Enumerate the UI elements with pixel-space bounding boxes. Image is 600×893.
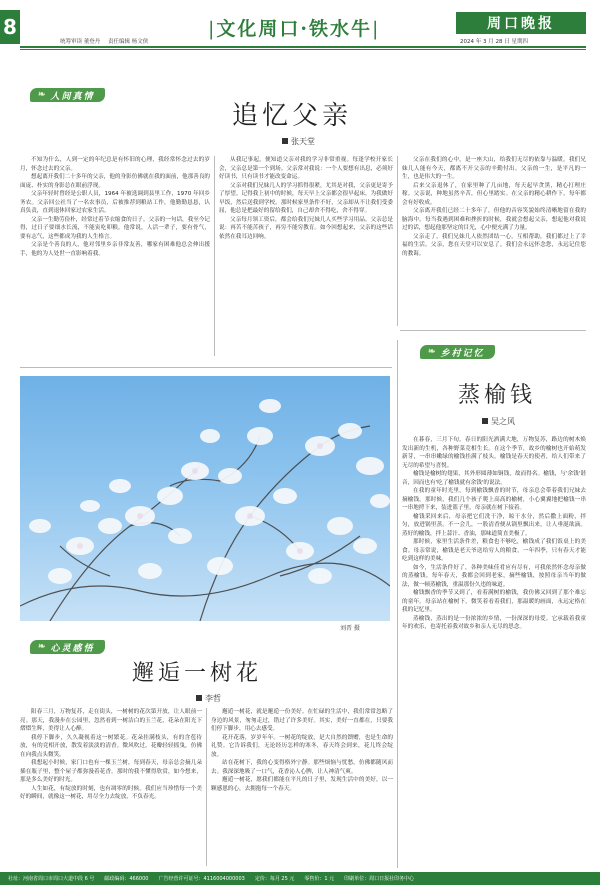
newspaper-logo: 周口晚报 — [456, 12, 586, 34]
masthead-rule — [20, 46, 586, 48]
article1-column-1: 不知为什么，人到一定的年纪总是有怀旧的心理，我经常怀念过去的岁月，怀念过去的父亲。 想起离开我们二十多年的父亲，他的身影仿佛就在我的面前，他那善良的面庞、朴实的身影总在眼前浮现。 父亲年轻时曾经是公职人员，1964 年被选调到县里工作，1970 年回乡务农。父亲回公社当了一名农事员，后被推荐到粮站工作，他勤勤恳恳，认真负责，直到退休回家过农家生活。 父亲一生勤劳俭朴，经常过着节衣缩食的日子。父亲的一句话，我至今记得，过日子要细水长流，不能寅吃卯粮。他常说，人活一辈子，要有骨气，要有志气，这些都成为我的人生格言。 父亲是个善良的人，他对邻里乡亲非常友善，哪家有困难他总会伸出援手，他的为人处世一直影响着我。 — [20, 157, 210, 257]
section-label: 人间真情 — [50, 91, 95, 102]
column-divider — [214, 156, 215, 356]
square-bullet-icon — [196, 695, 202, 701]
editor-credit: 责任编辑 杨文侠 — [108, 39, 149, 45]
leaf-icon: ❧ — [38, 90, 48, 100]
article3-column-1: 阳春三月，万物复苏，走在街头，一树树的花次第开放，让人眼前一亮。那天，我漫步在公园里，忽然看到一树洁白的玉兰花，花朵在阳光下熠熠生辉，美得让人心醉。 我停下脚步，久久凝视着这一树繁花。花朵挂满枝头，有的含苞待放，有的竞相开放，散发着淡淡的清香。微风吹过，花瓣轻轻摇曳，仿佛在向我点头微笑。 我想起小时候，家门口也有一棵玉兰树，每到春天，母亲总会摘几朵插在瓶子里，整个屋子都弥漫着花香。那时的我不懂得欣赏，如今想来，那是多么美好的时光。 人生如花，有绽放的时刻，也有凋零的时候。我们应当珍惜每一个美好的瞬间，就像这一树花，用尽全力去绽放，不负春光。 — [20, 709, 202, 800]
footer-bar — [0, 872, 600, 885]
column-divider — [397, 340, 398, 868]
footer-item: 社址：河南省周口市周口大道中段 6 号 — [8, 876, 95, 882]
article2-column: 在暮春，三月下旬，春日的阳光洒满大地，万物复苏，路边的树木焕发出新的生机，各种野菜竞相生长。在这个季节，故乡的榆树也开始萌发新芽，一串串嫩绿的榆钱挂满了枝头。榆钱是春天的使者，给人们带来了无尽的希望与喜悦。 榆钱是榆树的翅果，其外形圆薄如铜钱，故而得名。榆钱，与'余钱'谐音，因而也有'吃了榆钱就有余钱'的说法。 在我的童年时光里，每到榆钱飘香的时节，母亲总会带着我们兄妹去摘榆钱。那时候，我们几个孩子爬上高高的榆树，小心翼翼地把榆钱一串一串地捋下来，装进篮子里，母亲就在树下接着。 榆钱采回来后，母亲把它们洗干净，晾干水分，然后撒上面粉，拌匀，放进锅里蒸。不一会儿，一股清香便从锅里飘出来，让人垂涎欲滴。蒸好的榆钱，拌上蒜汁、香油，那味道简直美极了。 那时候，家里生活条件差，粮食也不够吃，榆钱成了我们饭桌上的美食。母亲常说，榆钱是老天爷送给穷人的粮食，一年四季，只有春天才能吃到这样的美味。 如今，生活条件好了，各种美味佳肴应有尽有，可我依然怀念母亲做的蒸榆钱。每年春天，我都会回到老家，摘些榆钱，按照母亲当年的做法，做一顿蒸榆钱，重温那份久违的味道。 榆钱飘香的季节又到了，看着满树的榆钱，我仿佛又回到了那个难忘的童年。母亲站在榆树下，微笑着看着我们，那温暖的画面，永远定格在我的记忆里。 蒸榆钱，蒸出的是一份浓浓的乡情，一份深深的母爱。它承载着我童年的欢乐，也寄托着我对故乡和亲人无尽的思念。 — [402, 437, 586, 630]
masthead-rule — [20, 49, 586, 50]
article-title-father: 追忆父亲 — [232, 101, 353, 131]
footer-item: 零售价：1 元 — [304, 876, 335, 882]
section-divider — [400, 330, 586, 331]
section-badge-insight — [30, 640, 105, 654]
footer-item: 邮政编码：466000 — [104, 876, 149, 882]
section-badge-countryside — [420, 345, 495, 359]
section-divider — [20, 367, 392, 368]
article-title-elm-seeds: 蒸榆钱 — [458, 383, 537, 408]
section-label: 心灵感悟 — [50, 643, 95, 654]
column-divider — [397, 156, 398, 326]
leaf-icon: ❧ — [38, 642, 48, 652]
article3-column-2: 邂逅一树花，就是邂逅一份美好。在忙碌的生活中，我们常常忽略了身边的风景，匆匆走过，错过了许多美好。其实，美好一直都在，只要我们停下脚步，用心去感受。 花开花落，岁岁年年。一树花的绽放，是大自然的馈赠，也是生命的礼赞。它告诉我们，无论经历怎样的寒冬，春天终会到来，花儿终会绽放。 站在花树下，我的心变得格外宁静。那些烦恼与忧愁，仿佛都随风而去。我深深地吸了一口气，花香沁人心脾，让人神清气爽。 邂逅一树花，愿我们都能在平凡的日子里，发现生活中的美好，以一颗感恩的心，去拥抱每一个春天。 — [211, 709, 393, 792]
pillar-title-text: 文化周口·铁水牛 — [216, 18, 373, 40]
issue-date: 2024 年 3 月 28 日 星期四 — [460, 39, 528, 45]
section-label: 乡村记忆 — [440, 348, 485, 359]
article1-column-3: 父亲在我们的心中，是一座大山，给我们无尽的依靠与温暖。我们兄妹几人能有今天，都离不开父亲的辛勤付出。父亲的一生，是平凡的一生，也是伟大的一生。 后来父亲退休了，在家里种了几亩地，每天起早贪黑，精心打理庄稼。父亲说，种地虽然辛苦，但心里踏实。在父亲的精心耕作下，每年都会有好收成。 父亲离开我们已经二十多年了，但他的音容笑貌始终清晰地留在我的脑海中。每当我遇到困难和挫折的时候，我就会想起父亲，想起他对我说过的话，想起他那坚定的目光，心中便充满了力量。 父亲走了，我们兄妹几人依然团结一心，互相帮助，我们都过上了幸福的生活。父亲，您在天堂可以安息了。我们会永远怀念您，永远记住您的教诲。 — [402, 157, 586, 257]
article-title-flower-tree: 邂逅一树花 — [132, 661, 263, 686]
page-number: 8 — [0, 10, 20, 44]
pillar-title: |文化周口·铁水牛| — [208, 18, 381, 40]
square-bullet-icon — [482, 418, 488, 424]
editor-credits — [60, 37, 154, 45]
square-bullet-icon — [282, 138, 288, 144]
footer-item: 广告经营许可证号：4116004000003 — [158, 876, 245, 882]
article-author: 李哲 — [196, 693, 221, 704]
magnolia-photo — [20, 376, 390, 621]
editor-credit: 统筹审读 董登丹 — [60, 39, 101, 45]
footer-item: 印刷单位：周口日报社印务中心 — [344, 876, 415, 882]
section-badge-family — [30, 88, 105, 102]
article-author: 吴之风 — [482, 416, 515, 427]
column-divider — [206, 708, 207, 866]
article1-column-2: 从我记事起，便知道父亲对我的学习非常重视。每逢学校开家长会，父亲总是第一个到场。父亲常对我说：一个人要想有出息，必须好好读书，只有读书才能改变命运。 父亲对我们兄妹几人的学习抓得很紧，尤其是对我，父亲更是寄予了厚望。记得我上初中的时候，每天早上父亲都会很早起床，为我做好早饭，然后送我到学校。那时候家里条件不好，父亲却从不让我们受委屈，他总是把最好的留给我们，自己却舍不得吃，舍不得穿。 父亲每月领工资后，都会给我们兄妹几人买些学习用品。父亲总是说：再苦不能苦孩子，再穷不能穷教育。如今回想起来，父亲的这些话依然在我耳边回响。 — [219, 157, 393, 240]
leaf-icon: ❧ — [428, 347, 438, 357]
photo-credit: 刘晋 摄 — [340, 625, 360, 632]
article-author: 张天堂 — [282, 136, 315, 147]
masthead — [0, 0, 600, 58]
footer-item: 定价：每月 25 元 — [254, 876, 295, 882]
magnolia-tree-illustration — [20, 376, 390, 621]
